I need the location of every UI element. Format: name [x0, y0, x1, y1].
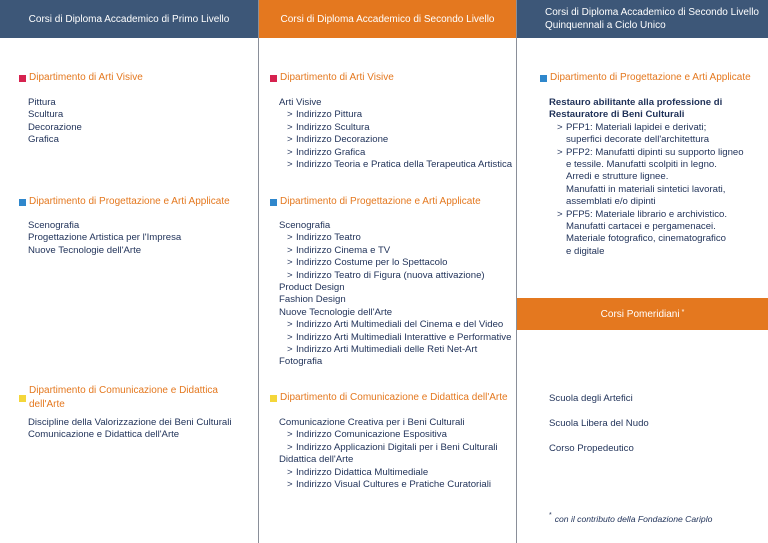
department-heading [540, 71, 764, 85]
pfp-item [549, 147, 764, 209]
pfp-line: Manufatti in materiali sintetici lavorati, [566, 183, 726, 195]
pfp-line: PFP1: Materiali lapidei e derivati; [566, 121, 707, 133]
pfp-line: superfici decorate dell'architettura [566, 134, 710, 146]
course-track: > Indirizzo Teatro di Figura (nuova attivazione) [279, 270, 512, 282]
department-heading [19, 71, 254, 85]
course-item: Product Design [279, 282, 345, 294]
course-track: > Indirizzo Teatro [279, 232, 512, 244]
course-list [28, 220, 254, 257]
department-title: Dipartimento di Comunicazione e Didattica dell'Arte [29, 385, 218, 410]
red-square-icon [19, 75, 26, 82]
footnote-mark: * [681, 308, 685, 316]
pfp-line: PFP2: Manufatti dipinti su supporto ligneo [566, 146, 744, 158]
course-item: Pittura [28, 97, 56, 108]
afternoon-courses-title: Corsi Pomeridiani [600, 308, 680, 320]
column-single-cycle [516, 0, 768, 543]
department-title: Dipartimento di Progettazione e Arti Applicate [550, 72, 751, 83]
blue-square-icon [270, 199, 277, 206]
course-track: > Indirizzo Arti Multimediali del Cinema e del Video [279, 319, 512, 331]
course-item: Restauratore di Beni Culturali [549, 109, 685, 121]
column-header [517, 0, 768, 38]
course-list [28, 417, 254, 442]
pfp-line: e tessile. Manufatti scolpiti in legno. [566, 159, 717, 171]
course-track: > Indirizzo Didattica Multimediale [279, 467, 512, 479]
red-square-icon [270, 75, 277, 82]
pfp-line: assemblati e/o dipinti [566, 196, 656, 208]
course-track: > Indirizzo Cinema e TV [279, 245, 512, 257]
afternoon-course: Scuola degli Artefici [549, 393, 633, 404]
column-header: Corsi di Diploma Accademico di Primo Livello [0, 0, 258, 38]
afternoon-course: Corso Propedeutico [549, 443, 634, 454]
course-item: Scenografia [28, 220, 80, 231]
department-heading [270, 391, 512, 405]
pfp-line: Arredi e strutture lignee. [566, 171, 669, 183]
yellow-square-icon [270, 395, 277, 402]
department-heading [270, 71, 512, 85]
course-track: > Indirizzo Decorazione [279, 134, 512, 146]
course-item: Decorazione [28, 121, 82, 133]
column-second-level [258, 0, 516, 543]
blue-square-icon [19, 199, 26, 206]
course-track: > Indirizzo Arti Multimediali Interattive e Performative [279, 332, 512, 344]
pfp-line: e digitale [566, 245, 605, 257]
pfp-item [549, 209, 764, 259]
department-title: Dipartimento di Comunicazione e Didattica dell'Arte [280, 392, 508, 403]
course-item: Didattica dell'Arte [279, 454, 354, 466]
course-list [279, 417, 512, 491]
column-first-level [0, 0, 258, 543]
course-item: Comunicazione Creativa per i Beni Culturali [279, 417, 465, 428]
course-track: > Indirizzo Teoria e Pratica della Terapeutica Artistica [279, 159, 512, 171]
footnote [549, 513, 712, 524]
footnote-mark: * [549, 512, 552, 519]
course-list [279, 97, 512, 171]
pfp-line: PFP5: Materiale librario e archivistico. [566, 208, 728, 220]
afternoon-course: Scuola Libera del Nudo [549, 418, 649, 429]
course-item: Fashion Design [279, 294, 346, 306]
chevron-right-icon: > [557, 146, 563, 158]
chevron-right-icon: > [557, 208, 563, 220]
course-track: > Indirizzo Applicazioni Digitali per i Beni Culturali [279, 442, 512, 454]
course-track: > Indirizzo Costume per lo Spettacolo [279, 257, 512, 269]
course-item: Restauro abilitante alla professione di [549, 97, 723, 108]
course-track: > Indirizzo Pittura [279, 109, 512, 121]
course-list [28, 97, 254, 147]
course-item: Nuove Tecnologie dell'Arte [279, 306, 393, 318]
course-list [279, 220, 512, 369]
pfp-item [549, 122, 764, 147]
department-heading [19, 195, 254, 209]
department-title: Dipartimento di Progettazione e Arti Applicate [29, 196, 230, 207]
column-header-line: Corsi di Diploma Accademico di Secondo Livello [545, 7, 759, 18]
department-title: Dipartimento di Arti Visive [29, 72, 143, 83]
course-item: Scenografia [279, 220, 331, 231]
footnote-text: con il contributo della Fondazione Cariplo [554, 513, 713, 524]
course-track: > Indirizzo Comunicazione Espositiva [279, 429, 512, 441]
blue-square-icon [540, 75, 547, 82]
course-track: > Indirizzo Grafica [279, 147, 512, 159]
course-list [549, 97, 764, 258]
department-title: Dipartimento di Progettazione e Arti Applicate [280, 196, 481, 207]
course-item: Scultura [28, 109, 64, 121]
column-header-line: Quinquennali a Ciclo Unico [545, 20, 666, 31]
course-track: > Indirizzo Visual Cultures e Pratiche Curatoriali [279, 479, 512, 491]
course-item: Fotografia [279, 356, 323, 368]
pfp-line: Manufatti cartacei e pergamenacei. [566, 221, 716, 233]
chevron-right-icon: > [557, 121, 563, 133]
course-track: > Indirizzo Arti Multimediali delle Reti Net-Art [279, 344, 512, 356]
afternoon-courses-banner [517, 298, 768, 330]
course-item: Progettazione Artistica per l'Impresa [28, 232, 182, 244]
department-heading [19, 385, 254, 410]
course-item: Nuove Tecnologie dell'Arte [28, 244, 142, 256]
department-title: Dipartimento di Arti Visive [280, 72, 394, 83]
course-item: Discipline della Valorizzazione dei Beni Culturali [28, 417, 232, 428]
department-heading [270, 195, 512, 209]
course-item: Arti Visive [279, 97, 322, 108]
pfp-line: Materiale fotografico, cinematografico [566, 233, 726, 245]
course-track: > Indirizzo Scultura [279, 122, 512, 134]
yellow-square-icon [19, 395, 26, 402]
column-header: Corsi di Diploma Accademico di Secondo Livello [259, 0, 516, 38]
course-item: Comunicazione e Didattica dell'Arte [28, 429, 180, 441]
course-item: Grafica [28, 134, 59, 146]
